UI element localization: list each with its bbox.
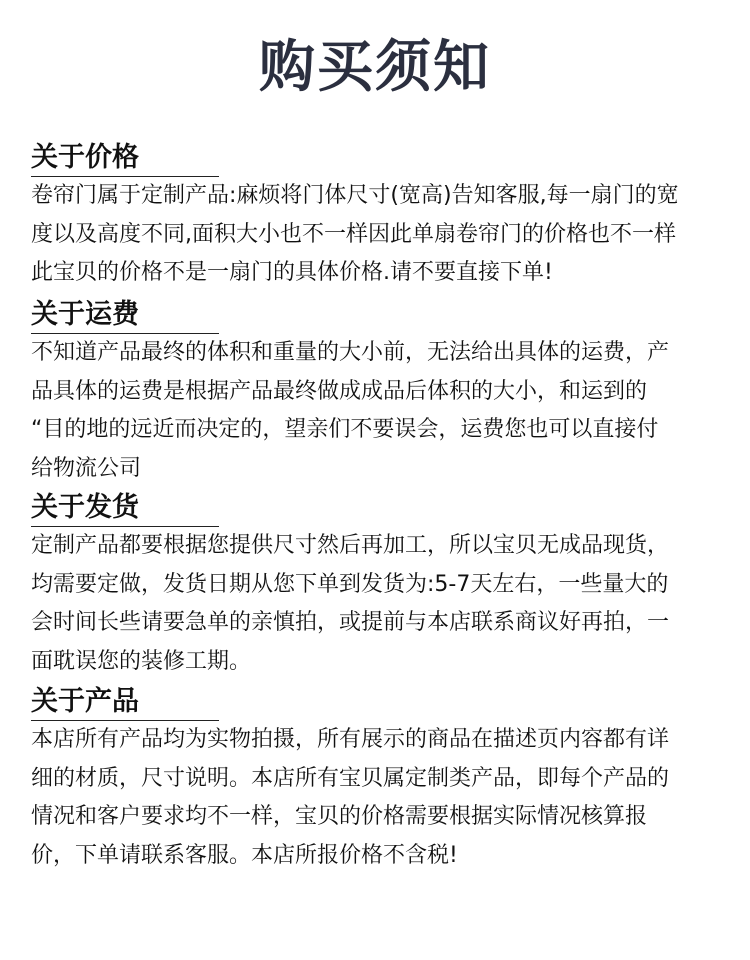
section-shipping-fee [31,297,731,488]
section-body-shipping-fee [31,334,731,488]
body-line: 不知道产品最终的体积和重量的大小前，无法给出具体的运费，产 [31,340,670,365]
page-title: 购买须知 [259,35,491,100]
body-line: 此宝贝的价格不是一扇门的具体价格.请不要直接下单! [31,260,553,285]
body-line: 均需要定做，发货日期从您下单到发货为:5-7天左右，一些量大的 [31,571,669,597]
section-delivery [31,490,731,681]
body-line: 定制产品都要根据您提供尺寸然后再加工，所以宝贝无成品现货， [31,533,670,558]
body-line: 品具体的运费是根据产品最终做成成品后体积的大小，和运到的 [31,378,648,404]
body-line: 价，下单请联系客服。本店所报价格不含税! [31,842,458,868]
section-heading-shipping-fee: 关于运费 [31,299,139,330]
section-price [31,140,731,293]
body-line: 度以及高度不同,面积大小也不一样因此单扇卷帘门的价格也不一样 [31,221,676,247]
body-line: 卷帘门属于定制产品:麻烦将门体尺寸(宽高)告知客服,每一扇门的宽 [31,183,679,208]
body-line: 本店所有产品均为实物拍摄，所有展示的商品在描述页内容都有详 [31,727,670,752]
section-body-delivery [31,527,731,681]
body-line: 面耽误您的装修工期。 [31,648,252,674]
body-line: 细的材质，尺寸说明。本店所有宝贝属定制类产品，即每个产品的 [31,765,670,791]
body-line: 情况和客户要求均不一样，宝贝的价格需要根据实际情况核算报 [31,804,648,829]
section-body-product [31,721,731,875]
section-heading-price: 关于价格 [31,142,139,173]
body-line: “目的地的远近而决定的，望亲们不要误会，运费您也可以直接付 [31,417,659,442]
section-heading-product: 关于产品 [31,686,139,717]
section-product [31,684,731,875]
section-body-price [31,177,731,293]
body-line: 会时间长些请要急单的亲慎拍，或提前与本店联系商议好再拍，一 [31,610,670,635]
body-line: 给物流公司 [31,455,142,481]
section-heading-delivery: 关于发货 [31,492,139,523]
